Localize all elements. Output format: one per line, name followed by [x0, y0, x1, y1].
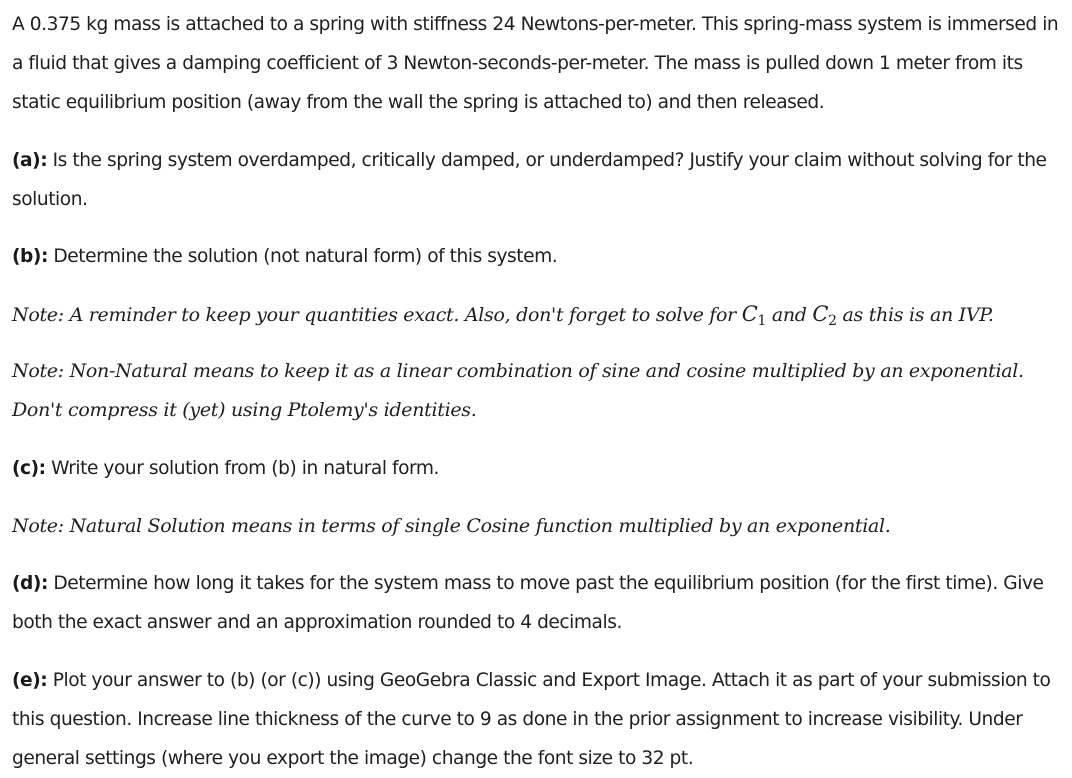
- part-a-label: (a):: [12, 150, 48, 171]
- problem-intro: A 0.375 kg mass is attached to a spring with stiffness 24 Newtons-per-meter. This spring-mass system is immersed in a fluid that gives a damping coefficient of 3 Newton-seconds-per-meter. The mass is pulled down 1 meter from its static equilibrium position (away from the wall the spring is attached to) and then released.: [12, 14, 1059, 113]
- part-d: [12, 564, 1064, 642]
- note-1-middle: and: [766, 304, 813, 326]
- c1-subscript: 1: [757, 313, 767, 329]
- part-a: [12, 141, 1064, 219]
- part-e-text: Plot your answer to (b) (or (c)) using GeoGebra Classic and Export Image. Attach it as part of your submission to this question. Increase line thickness of the curve to 9 as done in the prior assignment to increase visibility. Under general settings (where you export the image) change the font size to 32 pt.: [12, 670, 1051, 769]
- part-d-label: (d):: [12, 573, 48, 594]
- c2-symbol: [812, 302, 837, 329]
- note-natural-solution: Note: Natural Solution means in terms of single Cosine function multiplied by an exponential.: [12, 515, 891, 537]
- part-d-text: Determine how long it takes for the system mass to move past the equilibrium position (for the first time). Give both the exact answer and an approximation rounded to 4 decimals.: [12, 573, 1044, 633]
- c2-subscript: 2: [828, 313, 837, 329]
- part-b-label: (b):: [12, 246, 48, 267]
- part-e: [12, 661, 1064, 778]
- part-e-label: (e):: [12, 670, 48, 691]
- c2-base: C: [812, 302, 829, 326]
- part-c-text: Write your solution from (b) in natural form.: [45, 458, 440, 479]
- note-1-before: Note: A reminder to keep your quantities exact. Also, don't forget to solve for: [12, 304, 742, 326]
- note-exact-quantities: [12, 295, 994, 335]
- c1-base: C: [741, 302, 758, 326]
- part-c: [12, 449, 439, 488]
- part-b-text: Determine the solution (not natural form) of this system.: [47, 246, 558, 267]
- part-a-text: Is the spring system overdamped, critically damped, or underdamped? Justify your claim without solving for the solution.: [12, 150, 1047, 210]
- c1-symbol: [741, 302, 767, 329]
- note-1-after: as this is an IVP.: [836, 304, 994, 326]
- part-c-label: (c):: [12, 458, 46, 479]
- part-b: [12, 237, 557, 276]
- note-non-natural: Note: Non-Natural means to keep it as a linear combination of sine and cosine multiplied by an exponential. Don't compress it (yet) using Ptolemy's identities.: [12, 360, 1024, 421]
